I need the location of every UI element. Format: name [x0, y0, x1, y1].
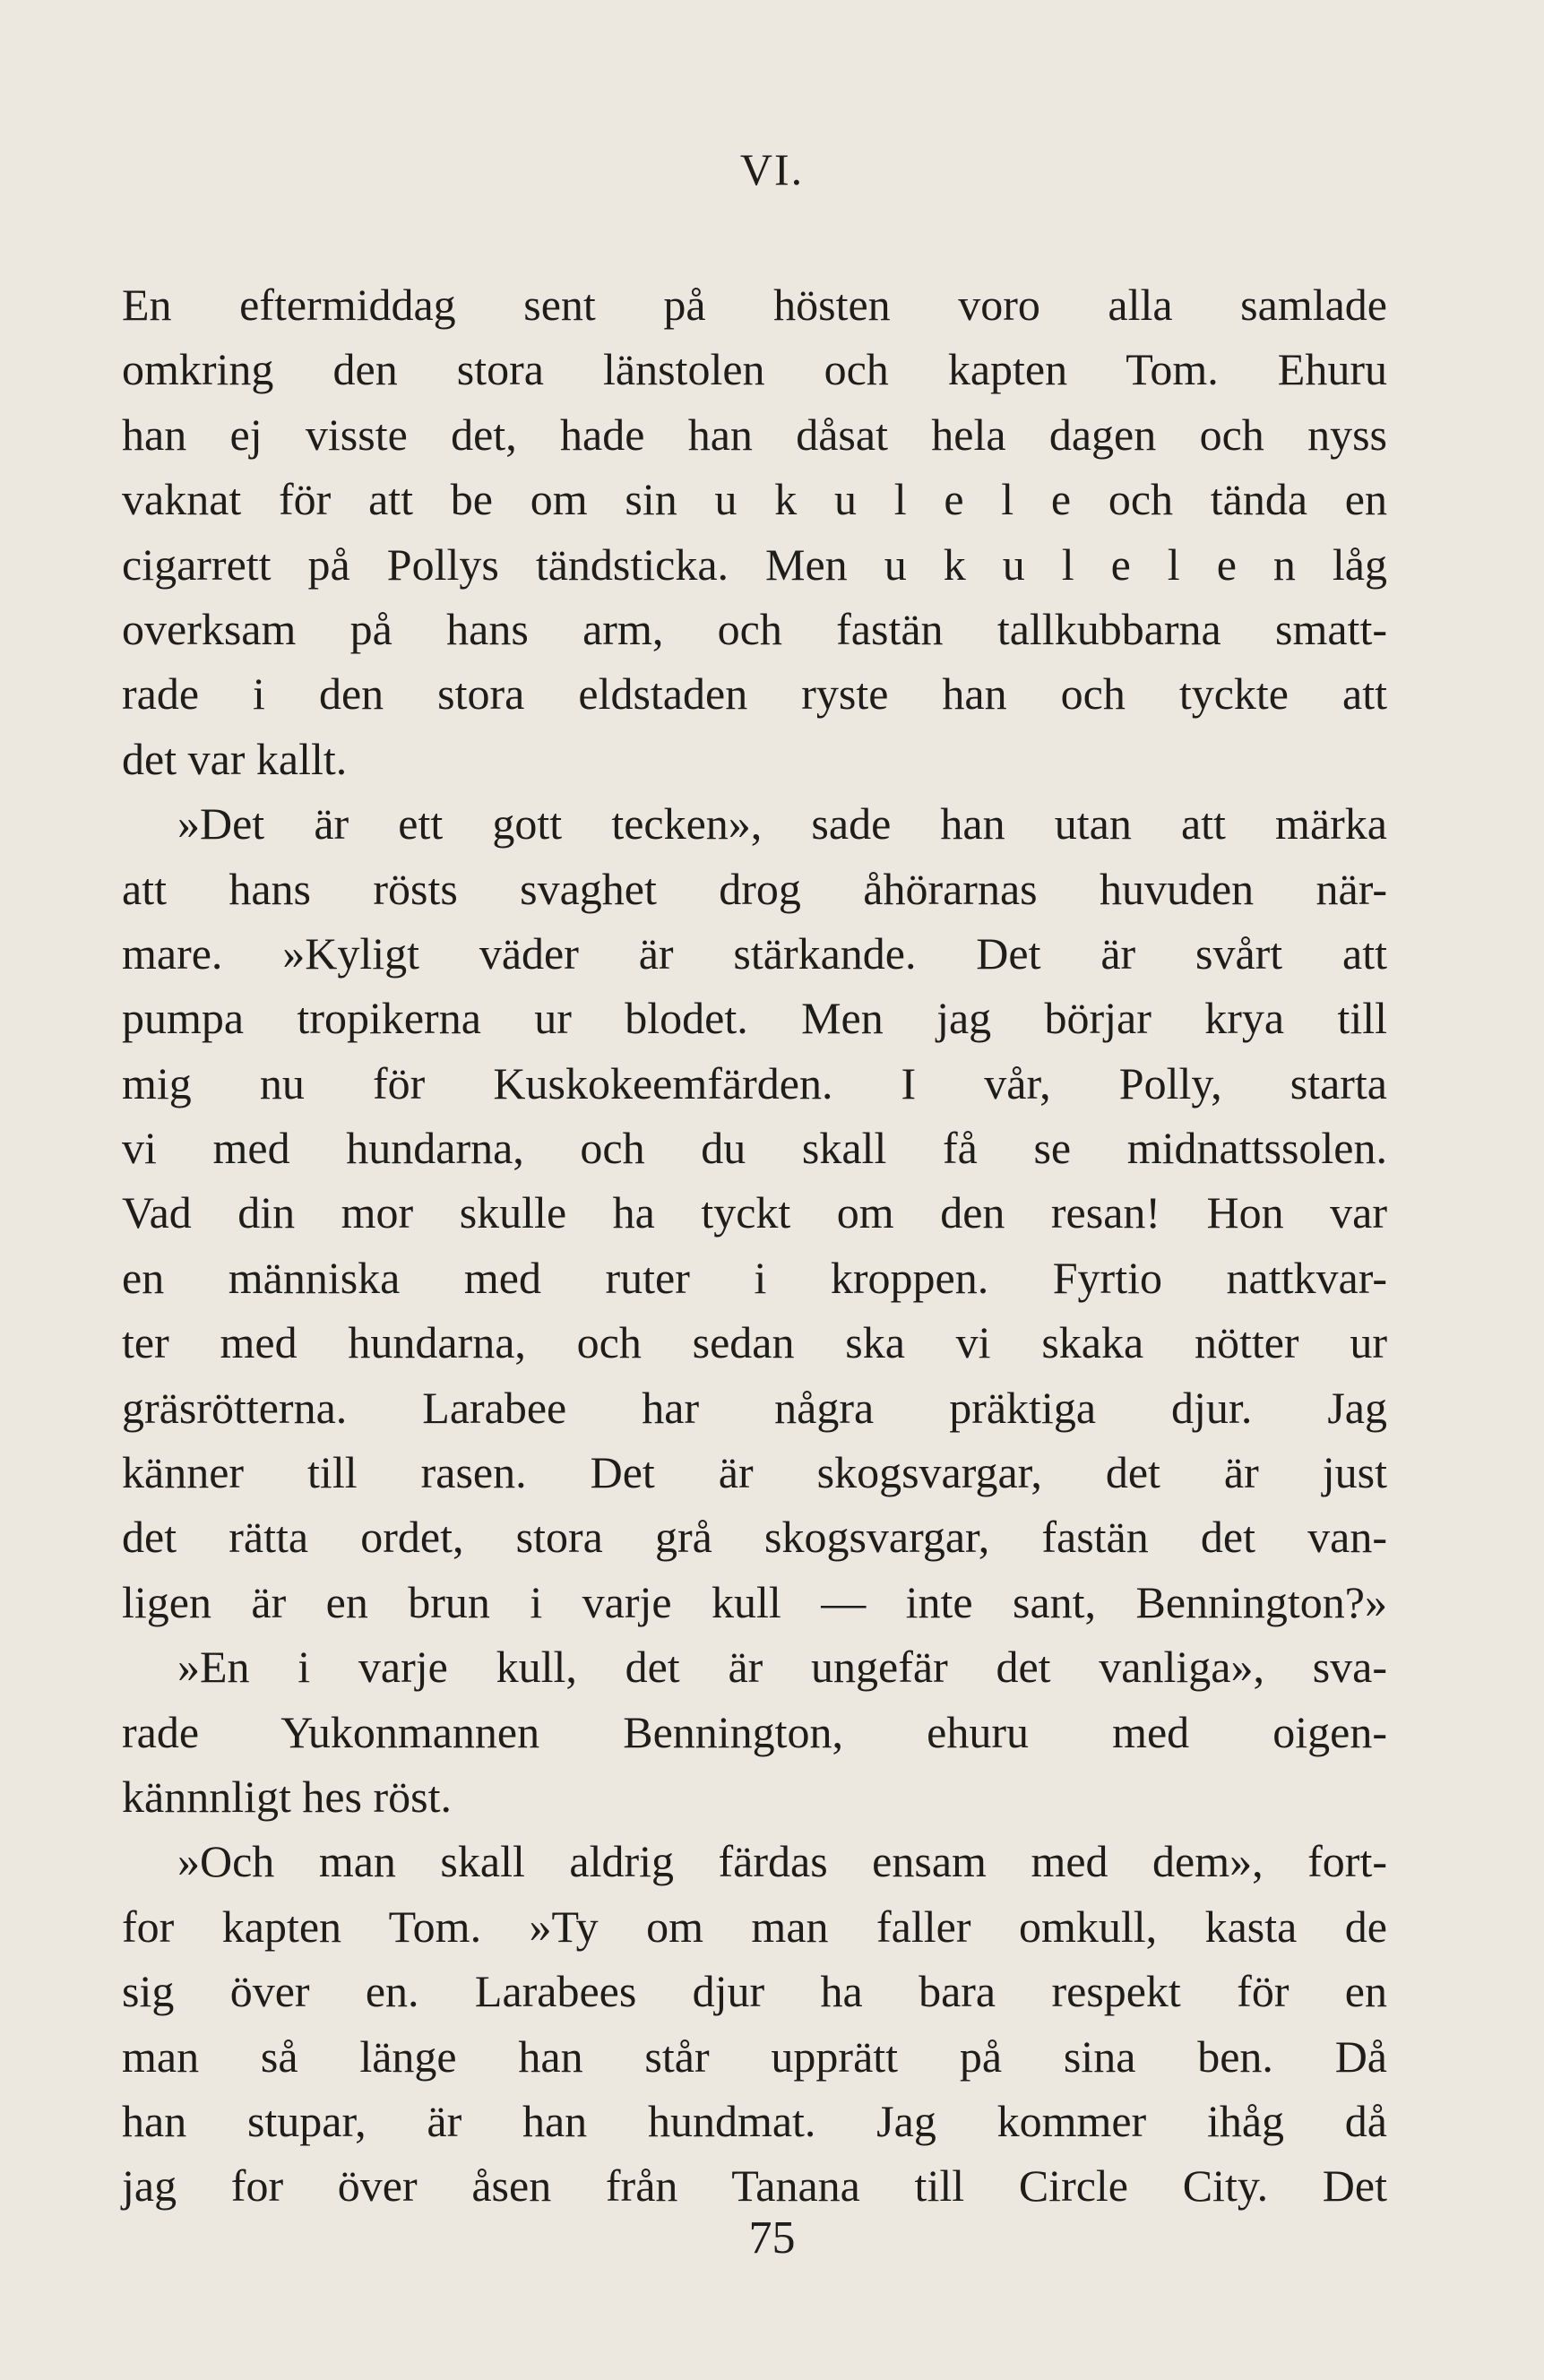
text-line: sig över en. Larabees djur ha bara respekt för en: [122, 1966, 1387, 2017]
text-line: omkring den stora länstolen och kapten Tom. Ehuru: [122, 344, 1387, 395]
text-line: cigarrett på Pollys tändsticka. Men u k u l e l e n låg: [122, 539, 1387, 590]
text-line: ter med hundarna, och sedan ska vi skaka nötter ur: [122, 1317, 1387, 1368]
text-line: mig nu för Kuskokeemfärden. I vår, Polly, starta: [122, 1057, 1387, 1108]
text-line: mare. »Kyligt väder är stärkande. Det är svårt att: [122, 927, 1387, 979]
text-line: gräsrötterna. Larabee har några präktiga djur. Jag: [122, 1382, 1387, 1433]
text-line: rade Yukonmannen Bennington, ehuru med oigen-: [122, 1706, 1387, 1757]
text-line: jag for över åsen från Tanana till Circle City. Det: [122, 2160, 1387, 2212]
text-line: Vad din mor skulle ha tyckt om den resan! Hon var: [122, 1187, 1387, 1238]
text-line: »Och man skall aldrig färdas ensam med dem», fort-: [177, 1836, 1387, 1887]
text-line: overksam på hans arm, och fastän tallkubbarna smatt-: [122, 603, 1387, 654]
text-line: vi med hundarna, och du skall få se midnattssolen.: [122, 1123, 1387, 1174]
body-text: [122, 272, 1387, 2219]
text-line: for kapten Tom. »Ty om man faller omkull, kasta de: [122, 1901, 1387, 1952]
text-line: det var kallt.: [122, 733, 348, 784]
text-line: det rätta ordet, stora grå skogsvargar, fastän det van-: [122, 1512, 1387, 1563]
text-line: ligen är en brun i varje kull — inte sant, Bennington?»: [122, 1576, 1387, 1627]
text-line: en människa med ruter i kroppen. Fyrtio nattkvar-: [122, 1252, 1387, 1303]
text-line: kännnligt hes röst.: [122, 1771, 453, 1822]
page-number: 75: [748, 2212, 796, 2264]
text-line: rade i den stora eldstaden ryste han och tyckte att: [122, 668, 1387, 720]
text-line: »Det är ett gott tecken», sade han utan att märka: [177, 798, 1387, 849]
text-line: känner till rasen. Det är skogsvargar, det är just: [122, 1447, 1387, 1498]
text-line: »En i varje kull, det är ungefär det vanliga», sva-: [177, 1642, 1387, 1693]
text-line: man så länge han står upprätt på sina ben. Då: [122, 2031, 1387, 2082]
chapter-heading: VI.: [739, 144, 805, 194]
text-line: pumpa tropikerna ur blodet. Men jag börjar krya till: [122, 993, 1387, 1044]
text-line: han ej visste det, hade han dåsat hela dagen och nyss: [122, 409, 1387, 460]
text-line: vaknat för att be om sin u k u l e l e och tända en: [122, 474, 1387, 525]
text-line: han stupar, är han hundmat. Jag kommer ihåg då: [122, 2095, 1387, 2146]
text-line: En eftermiddag sent på hösten voro alla samlade: [122, 280, 1387, 330]
text-line: att hans rösts svaghet drog åhörarnas huvuden när-: [122, 863, 1387, 914]
